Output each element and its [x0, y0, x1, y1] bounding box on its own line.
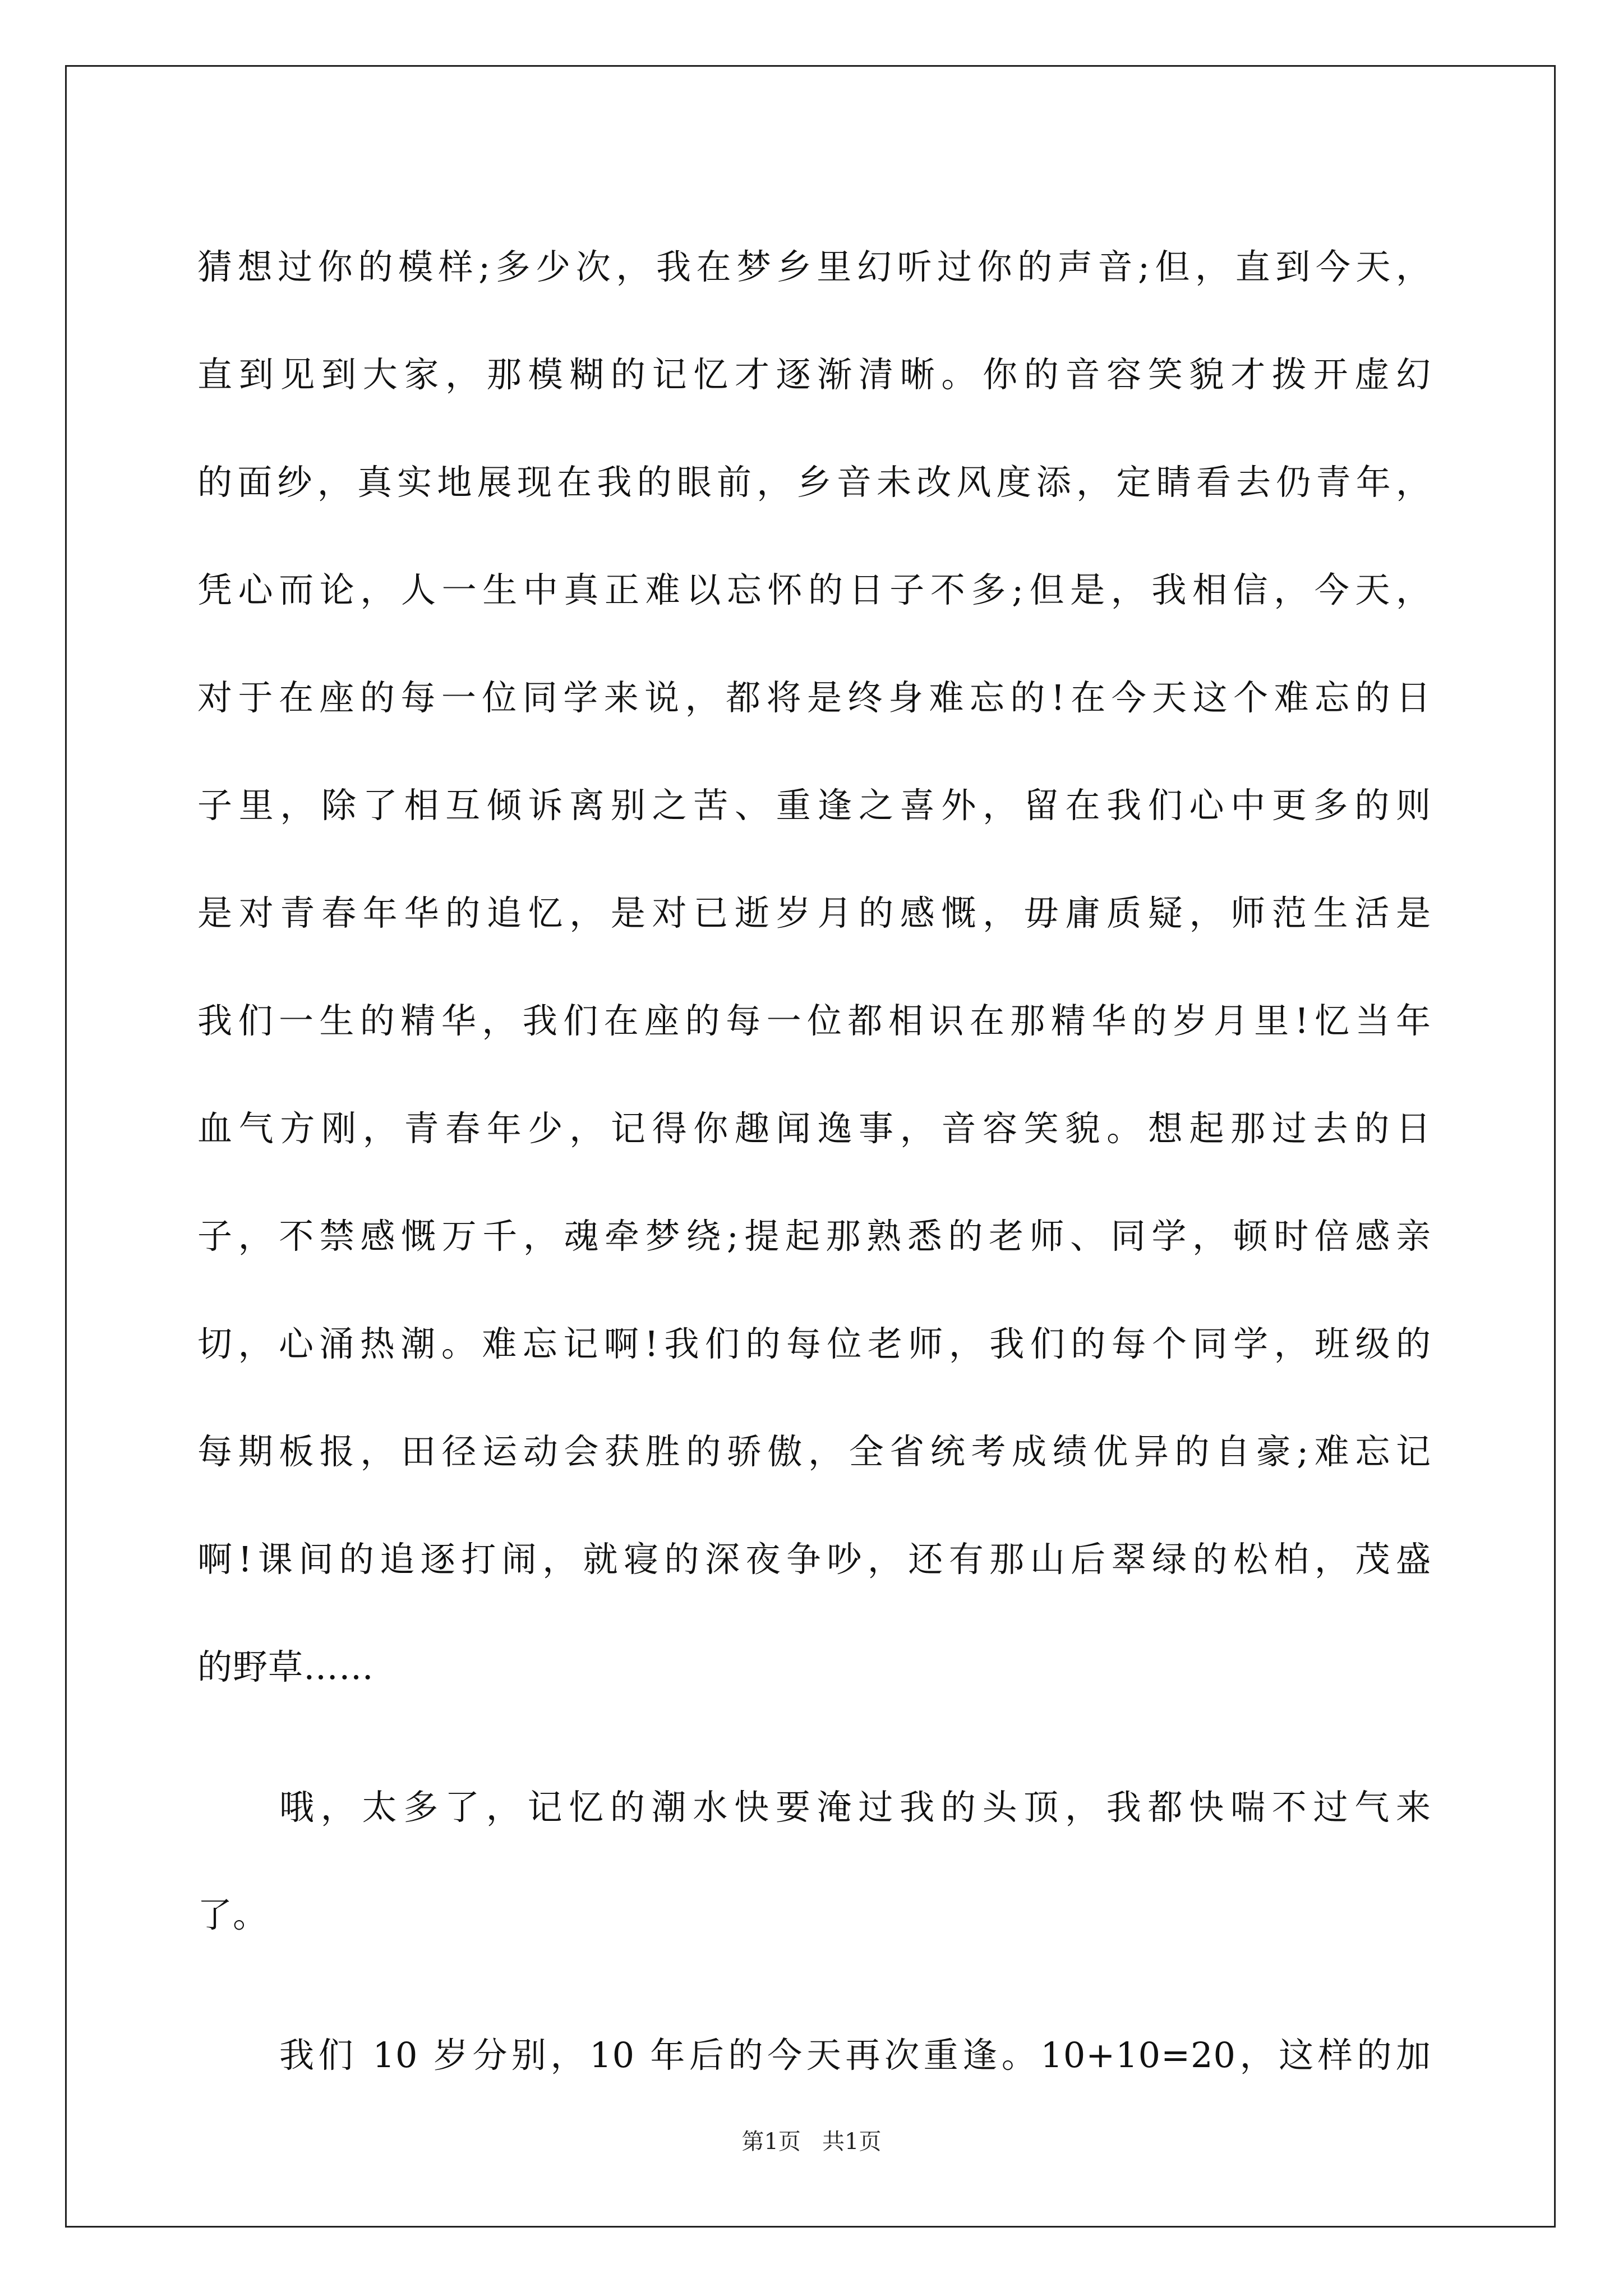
paragraph-gap [197, 1969, 1431, 2001]
text-line: 凭心而论，人一生中真正难以忘怀的日子不多;但是，我相信，今天， [197, 569, 1431, 610]
text-line: 直到见到大家，那模糊的记忆才逐渐清晰。你的音容笑貌才拨开虚幻 [197, 354, 1431, 395]
paragraph-1 [197, 213, 1431, 1721]
text-line: 了。 [197, 1894, 269, 1935]
text-line: 的野草…… [197, 1646, 375, 1687]
text-line: 我们一生的精华，我们在座的每一位都相识在那精华的岁月里!忆当年 [197, 1000, 1431, 1041]
document-body [197, 213, 1431, 2109]
text-line: 切，心涌热潮。难忘记啊!我们的每位老师，我们的每个同学，班级的 [197, 1323, 1431, 1364]
text-line: 血气方刚，青春年少，记得你趣闻逸事，音容笑貌。想起那过去的日 [197, 1108, 1431, 1149]
paragraph-gap [197, 1721, 1431, 1754]
paragraph-2 [197, 1754, 1431, 1969]
text-line: 对于在座的每一位同学来说，都将是终身难忘的!在今天这个难忘的日 [197, 677, 1431, 718]
text-line: 哦，太多了，记忆的潮水快要淹过我的头顶，我都快喘不过气来 [279, 1787, 1431, 1828]
text-line: 子，不禁感慨万千，魂牵梦绕;提起那熟悉的老师、同学，顿时倍感亲 [197, 1216, 1431, 1257]
text-line: 是对青春年华的追忆，是对已逝岁月的感慨，毋庸质疑，师范生活是 [197, 892, 1431, 933]
text-line: 我们 10 岁分别，10 年后的今天再次重逢。10+10=20，这样的加 [279, 2035, 1431, 2076]
text-line: 子里，除了相互倾诉离别之苦、重逢之喜外，留在我们心中更多的则 [197, 785, 1431, 826]
text-line: 每期板报，田径运动会获胜的骄傲，全省统考成绩优异的自豪;难忘记 [197, 1431, 1431, 1472]
paragraph-3 [197, 2001, 1431, 2109]
page-number: 第1页 共1页 [741, 2129, 882, 2155]
text-line: 的面纱，真实地展现在我的眼前，乡音未改风度添，定睛看去仍青年， [197, 462, 1431, 503]
text-line: 猜想过你的模样;多少次，我在梦乡里幻听过你的声音;但，直到今天， [197, 246, 1431, 287]
text-line: 啊!课间的追逐打闹，就寝的深夜争吵，还有那山后翠绿的松柏，茂盛 [197, 1539, 1431, 1580]
